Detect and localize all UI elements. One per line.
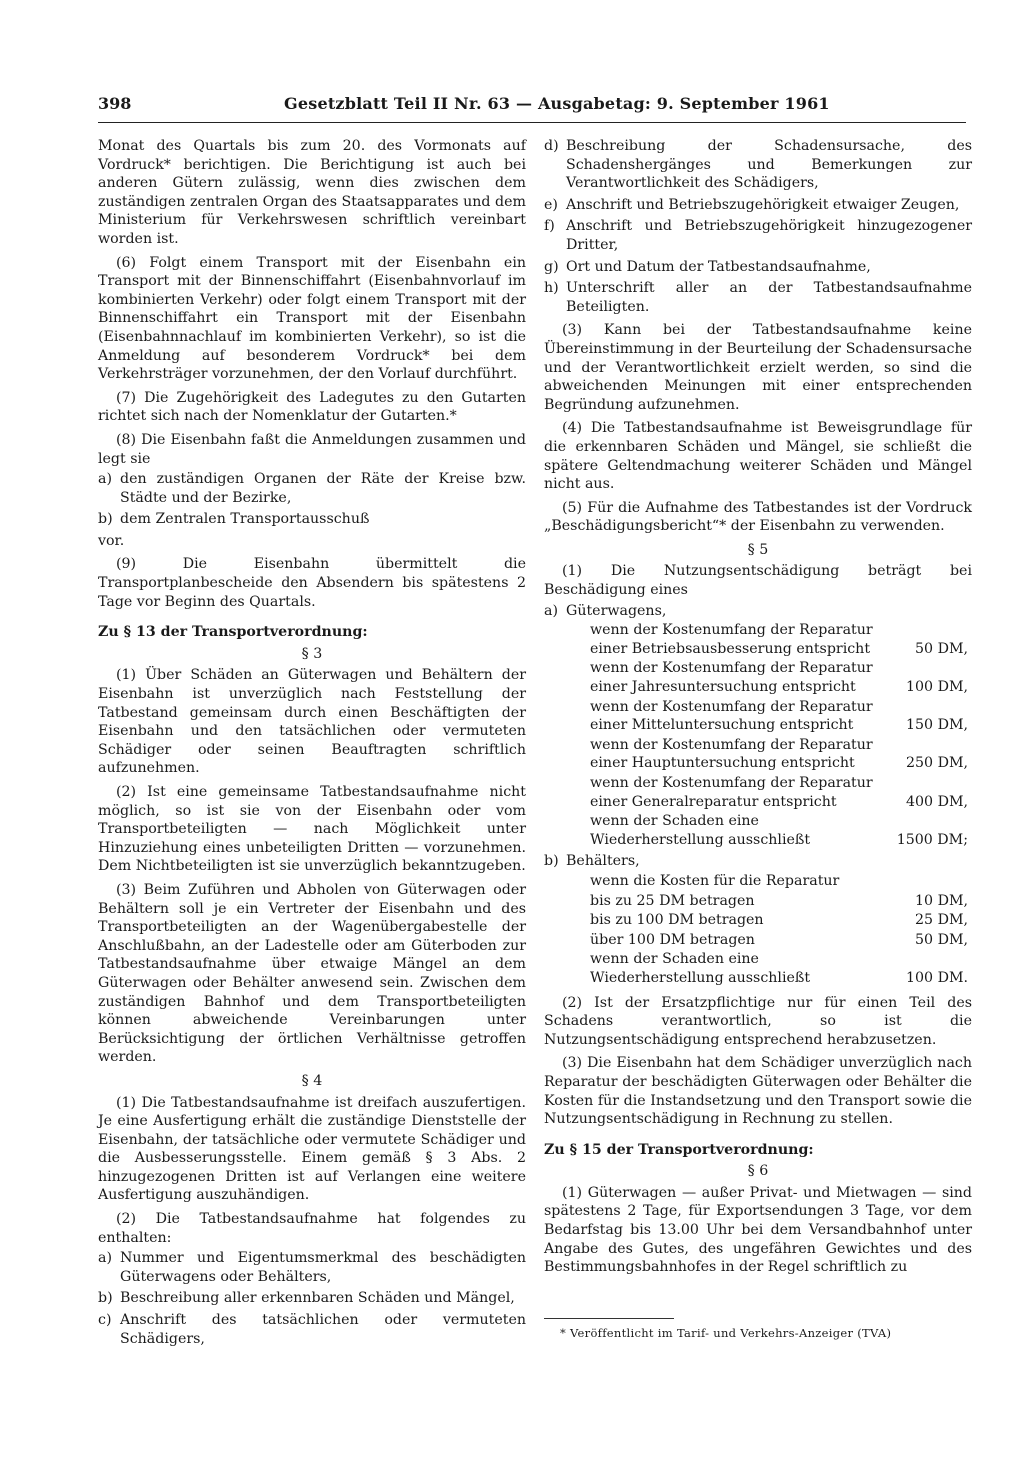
item-label: a): [98, 1250, 112, 1267]
rate-entry: [544, 621, 972, 658]
list-item: [544, 258, 972, 277]
section-5-paragraph-3: (3) Die Eisenbahn hat dem Schädiger unverzüglich nach Reparatur der beschädigten Güterwagen oder Behälter die Kosten für die Instandsetzung und den Transport sowie die Nutzungsentschädigung in Rechnung zu stellen.: [544, 1055, 972, 1128]
list-item: [544, 137, 972, 193]
rate-intro: [544, 872, 972, 891]
rate-condition: bis zu 25 DM betragen: [590, 892, 755, 909]
page-number: 398: [98, 94, 132, 113]
rate-entry: [544, 812, 972, 849]
list-item: [544, 279, 972, 316]
section-3-title: § 3: [301, 645, 323, 662]
footnote-divider: [544, 1318, 674, 1319]
list-item: [98, 1311, 526, 1348]
paragraph-5: (5) Für die Aufnahme des Tatbestandes ist der Vordruck „Beschädigungsbericht“* der Eisenbahn zu verwenden.: [544, 499, 972, 535]
gazette-title: Gesetzblatt Teil II Nr. 63 — Ausgabetag: 9. September 1961: [284, 94, 830, 113]
list-item: [98, 1249, 526, 1286]
page-header: [98, 92, 966, 123]
item-label: b): [544, 853, 559, 870]
section-6-paragraph-1: (1) Güterwagen — außer Privat- und Mietwagen — sind spätestens 2 Tage, für Exportsendungen 3 Tage, vor dem Bedarfstag bis 13.00 Uhr bei dem Versandbahnhof unter Angabe des Gutes, des ungefähren Gewichtes und des Bestimmungsbahnhofes in der Regel schriftlich zu: [544, 1184, 972, 1276]
section-3-paragraph-1: (1) Über Schäden an Güterwagen und Behältern der Eisenbahn ist unverzüglich nach Feststellung der Tatbestand gemeinsam durch einen Beschäftigten der Eisenbahn und den tatsächlichen oder vermuteten Schädiger oder seinen Beauftragten schriftlich aufzunehmen.: [98, 667, 526, 777]
paragraph-9: (9) Die Eisenbahn übermittelt die Transportplanbescheide den Absendern bis spätestens 2 Tage vor Beginn des Quartals.: [98, 556, 526, 610]
section-5-title: § 5: [747, 541, 769, 558]
section-4-paragraph-2: (2) Die Tatbestandsaufnahme hat folgendes zu enthalten:: [98, 1211, 526, 1246]
section-6-title: § 6: [747, 1163, 769, 1180]
paragraph-3: (3) Kann bei der Tatbestandsaufnahme keine Übereinstimmung in der Beurteilung der Schadensursache und der Verantwortlichkeit erzielt werden, so sind die abweichenden Meinungen mit einer entsprechenden Begründung aufzunehmen.: [544, 322, 972, 413]
item-text: dem Zentralen Transportausschuß: [120, 511, 370, 528]
rate-amount: 100 DM,: [905, 679, 968, 696]
rate-condition: wenn der Kostenumfang der Reparatur einer Generalreparatur entspricht: [590, 775, 873, 810]
section-heading-15: Zu § 15 der Transportverordnung:: [544, 1141, 814, 1158]
list-item: [98, 510, 526, 529]
item-label: e): [544, 196, 558, 213]
rate-condition: bis zu 100 DM betragen: [590, 912, 764, 929]
rate-condition: wenn der Kostenumfang der Reparatur einer Jahresuntersuchung entspricht: [590, 660, 873, 696]
rate-entry: [544, 931, 972, 950]
rate-condition: wenn der Kostenumfang der Reparatur einer Betriebsausbesserung entspricht: [590, 622, 873, 657]
item-text: Beschreibung aller erkennbaren Schäden und Mängel,: [120, 1290, 515, 1307]
rate-amount: 250 DM,: [905, 755, 968, 772]
item-text: Anschrift des tatsächlichen oder vermuteten Schädigers,: [120, 1312, 526, 1347]
list-item: [98, 1289, 526, 1308]
rate-condition: wenn der Schaden eine Wiederherstellung ausschließt: [590, 951, 811, 986]
paragraph-6: (6) Folgt einem Transport mit der Eisenbahn ein Transport mit der Binnenschiffahrt (Eisenbahnvorlauf im kombinierten Verkehr) oder folgt einem Transport mit der Binnenschiffahrt ein Transport mit der Eisenbahn (Eisenbahnnachlauf im kombinierten Verkehr), so ist die Anmeldung auf besonderem Vordruck* bei dem Verkehrsträger vorzunehmen, der den Vorlauf durchführt.: [98, 254, 526, 383]
rate-entry: [544, 774, 972, 811]
section-4-paragraph-1: (1) Die Tatbestandsaufnahme ist dreifach auszufertigen. Je eine Ausfertigung erhält die zuständige Dienststelle der Eisenbahn, der tatsächliche oder vermutete Schädiger und die Ausbesserungsstelle. Einem gemäß § 3 Abs. 2 hinzugezogenen Dritten ist auf Verlangen eine weitere Ausfertigung auszuhändigen.: [98, 1094, 526, 1204]
section-5-paragraph-2: (2) Ist der Ersatzpflichtige nur für einen Teil des Schadens verantwortlich, so ist die Nutzungsentschädigung entsprechend herabzusetzen.: [544, 994, 972, 1048]
item-text: Behälters,: [566, 853, 640, 870]
rate-entry: [544, 950, 972, 987]
item-label: f): [544, 218, 555, 235]
list-item: [98, 470, 526, 507]
footnote: * Veröffentlicht im Tarif- und Verkehrs-Anzeiger (TVA): [560, 1326, 892, 1340]
section-3-paragraph-3: (3) Beim Zuführen und Abholen von Güterwagen oder Behältern soll je ein Vertreter der Eisenbahn und des Transportbeteiligten an der Wagenübergabestelle der Anschlußbahn, an der Ladestelle oder am Güterboden zur Tatbestandsaufnahme über etwaige Mängel an dem Güterwagen oder Behälter anwesend sein. Zwischen dem zuständigen Bahnhof und dem Transportbeteiligten können abweichende Vereinbarungen unter Berücksichtigung der örtlichen Verhältnisse getroffen werden.: [98, 881, 526, 1066]
list-item: [544, 602, 972, 621]
rate-amount: 100 DM.: [905, 969, 968, 986]
section-5-paragraph-1: (1) Die Nutzungsentschädigung beträgt bei Beschädigung eines: [544, 563, 972, 599]
rate-amount: 50 DM,: [915, 640, 968, 657]
paragraph-8: (8) Die Eisenbahn faßt die Anmeldungen zusammen und legt sie: [98, 431, 526, 467]
item-text: den zuständigen Organen der Räte der Kreise bzw. Städte und der Bezirke,: [120, 471, 526, 506]
rate-amount: 50 DM,: [915, 931, 968, 948]
rate-amount: 150 DM,: [905, 717, 968, 734]
item-label: b): [98, 511, 113, 528]
rate-entry: [544, 892, 972, 911]
rate-condition: über 100 DM betragen: [590, 931, 755, 948]
rate-amount: 400 DM,: [905, 793, 968, 810]
item-text: Ort und Datum der Tatbestandsaufnahme,: [566, 258, 871, 275]
item-text: Beschreibung der Schadensursache, des Schadenshergänges und Bemerkungen zur Verantwortlichkeit des Schädigers,: [566, 138, 972, 192]
section-3-paragraph-2: (2) Ist eine gemeinsame Tatbestandsaufnahme nicht möglich, so ist sie von der Eisenbahn oder vom Transportbeteiligten — nach Möglichkeit unter Hinzuziehung eines unbeteiligten Dritten — vorzunehmen. Dem Nichtbeteiligten ist sie unverzüglich bekanntzugeben.: [98, 784, 526, 875]
rate-condition: wenn der Kostenumfang der Reparatur einer Mitteluntersuchung entspricht: [590, 698, 873, 734]
paragraph-7: (7) Die Zugehörigkeit des Ladegutes zu den Gutarten richtet sich nach der Nomenklatur der Gutarten.*: [98, 389, 526, 425]
item-text: Anschrift und Betriebszugehörigkeit etwaiger Zeugen,: [566, 196, 960, 213]
paragraph-4: (4) Die Tatbestandsaufnahme ist Beweisgrundlage für die erkennbaren Schäden und Mängel, sie schließt die spätere Geltendmachung weiterer Schäden und Mängel nicht aus.: [544, 420, 972, 493]
item-label: c): [98, 1312, 112, 1329]
rate-entry: [544, 698, 972, 735]
rate-condition: wenn die Kosten für die Reparatur: [590, 872, 840, 889]
section-4-title: § 4: [301, 1072, 323, 1089]
rate-amount: 10 DM,: [915, 892, 968, 909]
section-heading-13: Zu § 13 der Transportverordnung:: [98, 624, 368, 641]
item-text: Unterschrift aller an der Tatbestandsaufnahme Beteiligten.: [566, 280, 972, 315]
item-label: b): [98, 1290, 113, 1307]
item-text: Anschrift und Betriebszugehörigkeit hinzugezogener Dritter,: [566, 218, 972, 253]
paragraph: Monat des Quartals bis zum 20. des Vormonats auf Vordruck* berichtigen. Die Berichtigung ist auch bei anderen Gütern zulässig, wenn dies zwischen dem zuständigen zentralen Organ des Staatsapparates und dem Ministerium für Verkehrswesen schriftlich vereinbart worden ist.: [98, 138, 526, 247]
paragraph-8-end: vor.: [98, 532, 125, 549]
list-item: [544, 852, 972, 871]
item-label: a): [98, 471, 112, 488]
list-item: [544, 196, 972, 215]
item-label: d): [544, 138, 559, 154]
item-label: g): [544, 258, 559, 275]
rate-entry: [544, 659, 972, 696]
item-label: h): [544, 280, 559, 297]
rate-condition: wenn der Kostenumfang der Reparatur einer Hauptuntersuchung entspricht: [590, 736, 873, 772]
item-label: a): [544, 602, 558, 619]
item-text: Nummer und Eigentumsmerkmal des beschädigten Güterwagens oder Behälters,: [120, 1250, 526, 1285]
left-column: [98, 137, 526, 1351]
rate-condition: wenn der Schaden eine Wiederherstellung ausschließt: [590, 813, 811, 848]
rate-entry: [544, 911, 972, 930]
list-item: [544, 217, 972, 254]
right-column: [544, 137, 972, 1282]
rate-entry: [544, 736, 972, 773]
rate-amount: 1500 DM;: [896, 831, 968, 848]
rate-amount: 25 DM,: [915, 912, 968, 929]
item-text: Güterwagens,: [566, 602, 667, 619]
